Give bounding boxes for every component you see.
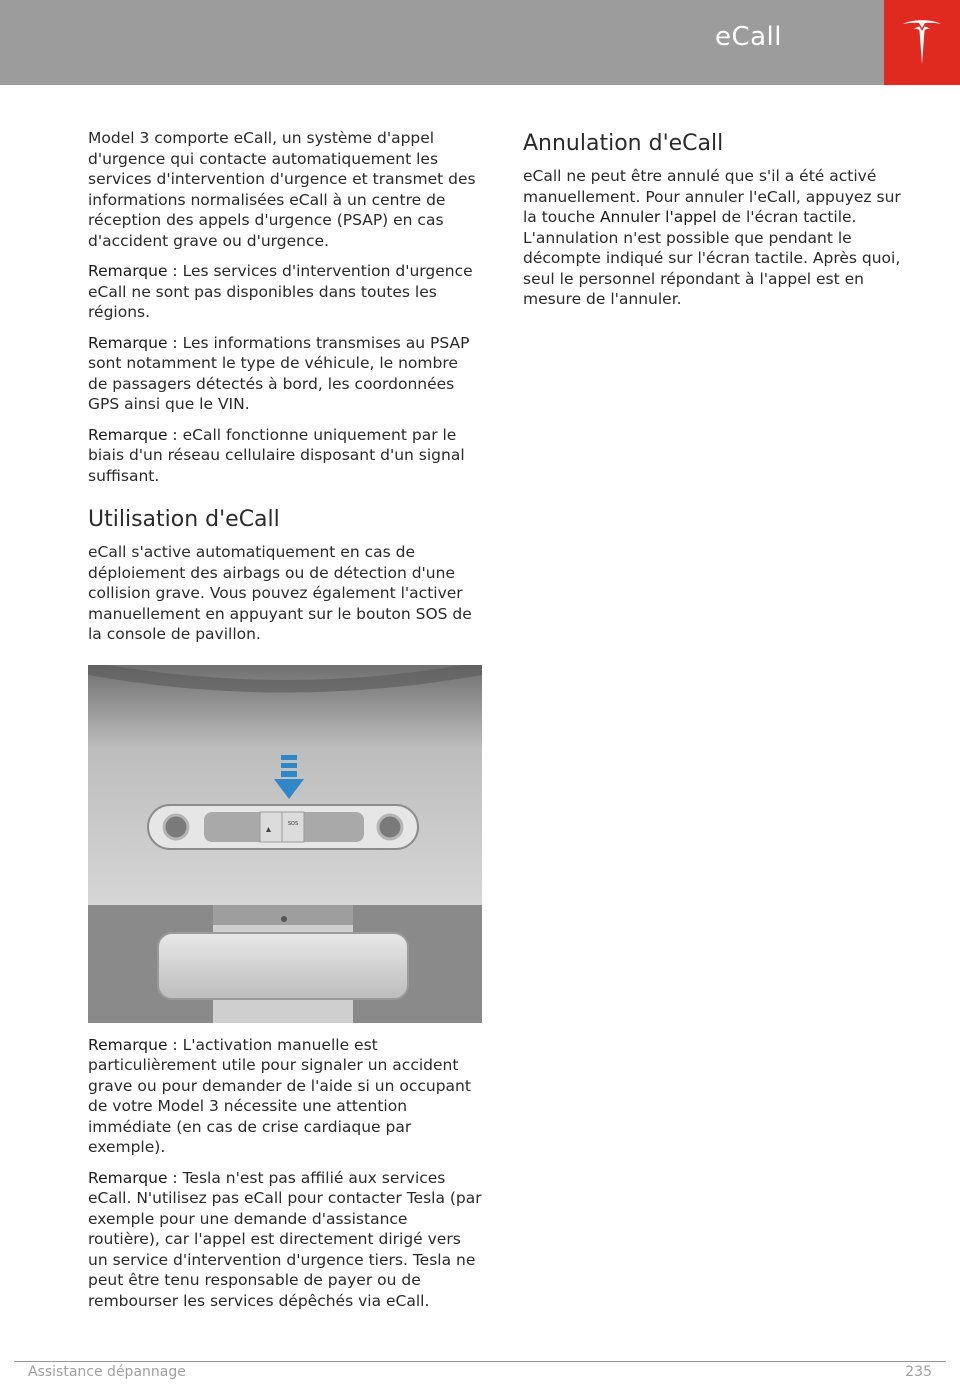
right-column: [523, 128, 917, 320]
note-label: Remarque :: [88, 333, 178, 352]
note-label: Remarque :: [88, 262, 178, 280]
note-text: Les services d'intervention d'urgence eCall ne sont pas disponibles dans toutes les régions.: [88, 262, 473, 321]
cancel-call-reference: Annuler l'appel: [599, 208, 717, 226]
page-number: 235: [905, 1364, 932, 1380]
usage-paragraph: eCall s'active automatiquement en cas de déploiement des airbags ou de détection d'une collision grave. Vous pouvez également l'activer manuellement en appuyant sur le bouton SOS de la console de pavillon.: [88, 543, 472, 643]
section-heading-cancel: Annulation d'eCall: [523, 131, 724, 156]
header-band: [0, 0, 884, 85]
section-heading-usage: Utilisation d'eCall: [88, 507, 280, 532]
note-cellular: [88, 425, 482, 487]
sos-button-label: SOS: [287, 820, 299, 827]
cancel-text-after: de l'écran tactile. L'annulation n'est possible que pendant le décompte indiqué sur l'écran tactile. Après quoi, seul le personnel répondant à l'appel est en mesure de l'annuler.: [523, 208, 901, 308]
page-title: eCall: [714, 22, 782, 52]
footer-section-name: Assistance dépannage: [28, 1364, 186, 1380]
left-column: [88, 128, 482, 1321]
intro-paragraph: Model 3 comporte eCall, un système d'appel d'urgence qui contacte automatiquement les services d'intervention d'urgence et transmet des informations normalisées eCall à un centre de réception des appels d'urgence (PSAP) en cas d'accident grave ou d'urgence.: [88, 129, 476, 250]
note-text: L'activation manuelle est particulièrement utile pour signaler un accident grave ou pour demander de l'aide si un occupant de votre Model 3 nécessite une attention immédiate (en cas de crise cardiaque par exemple).: [88, 1035, 471, 1156]
cancel-paragraph: [523, 166, 917, 310]
note-label: Remarque :: [88, 1168, 178, 1187]
note-tesla-affiliation: [88, 1168, 482, 1312]
footer-divider: [14, 1361, 946, 1362]
note-text: Tesla n'est pas affilié aux services eCall. N'utilisez pas eCall pour contacter Tesla (par exemple pour une demande d'assistance routière), car l'appel est directement dirigé vers un service d'intervention d'urgence tiers. Tesla ne peut être tenu responsable de payer ou de rembourser les services dépêchés via eCall.: [88, 1168, 482, 1310]
overhead-console-figure: [88, 665, 482, 1023]
note-manual-activation: [88, 1035, 482, 1158]
note-text: Les informations transmises au PSAP sont notamment le type de véhicule, le nombre de passagers détectés à bord, les coordonnées GPS ainsi que le VIN.: [88, 333, 470, 413]
cancel-text-before: eCall ne peut être annulé que s'il a été activé manuellement. Pour annuler l'eCall, appuyez sur la touche: [523, 167, 901, 226]
note-text: eCall fonctionne uniquement par le biais d'un réseau cellulaire disposant d'un signal suffisant.: [88, 425, 465, 485]
note-label: Remarque :: [88, 425, 178, 444]
note-psap-data: [88, 333, 482, 415]
note-regions: [88, 261, 482, 323]
note-label: Remarque :: [88, 1035, 178, 1054]
brand-logo: [884, 0, 960, 85]
tesla-logo-icon: [899, 16, 945, 68]
